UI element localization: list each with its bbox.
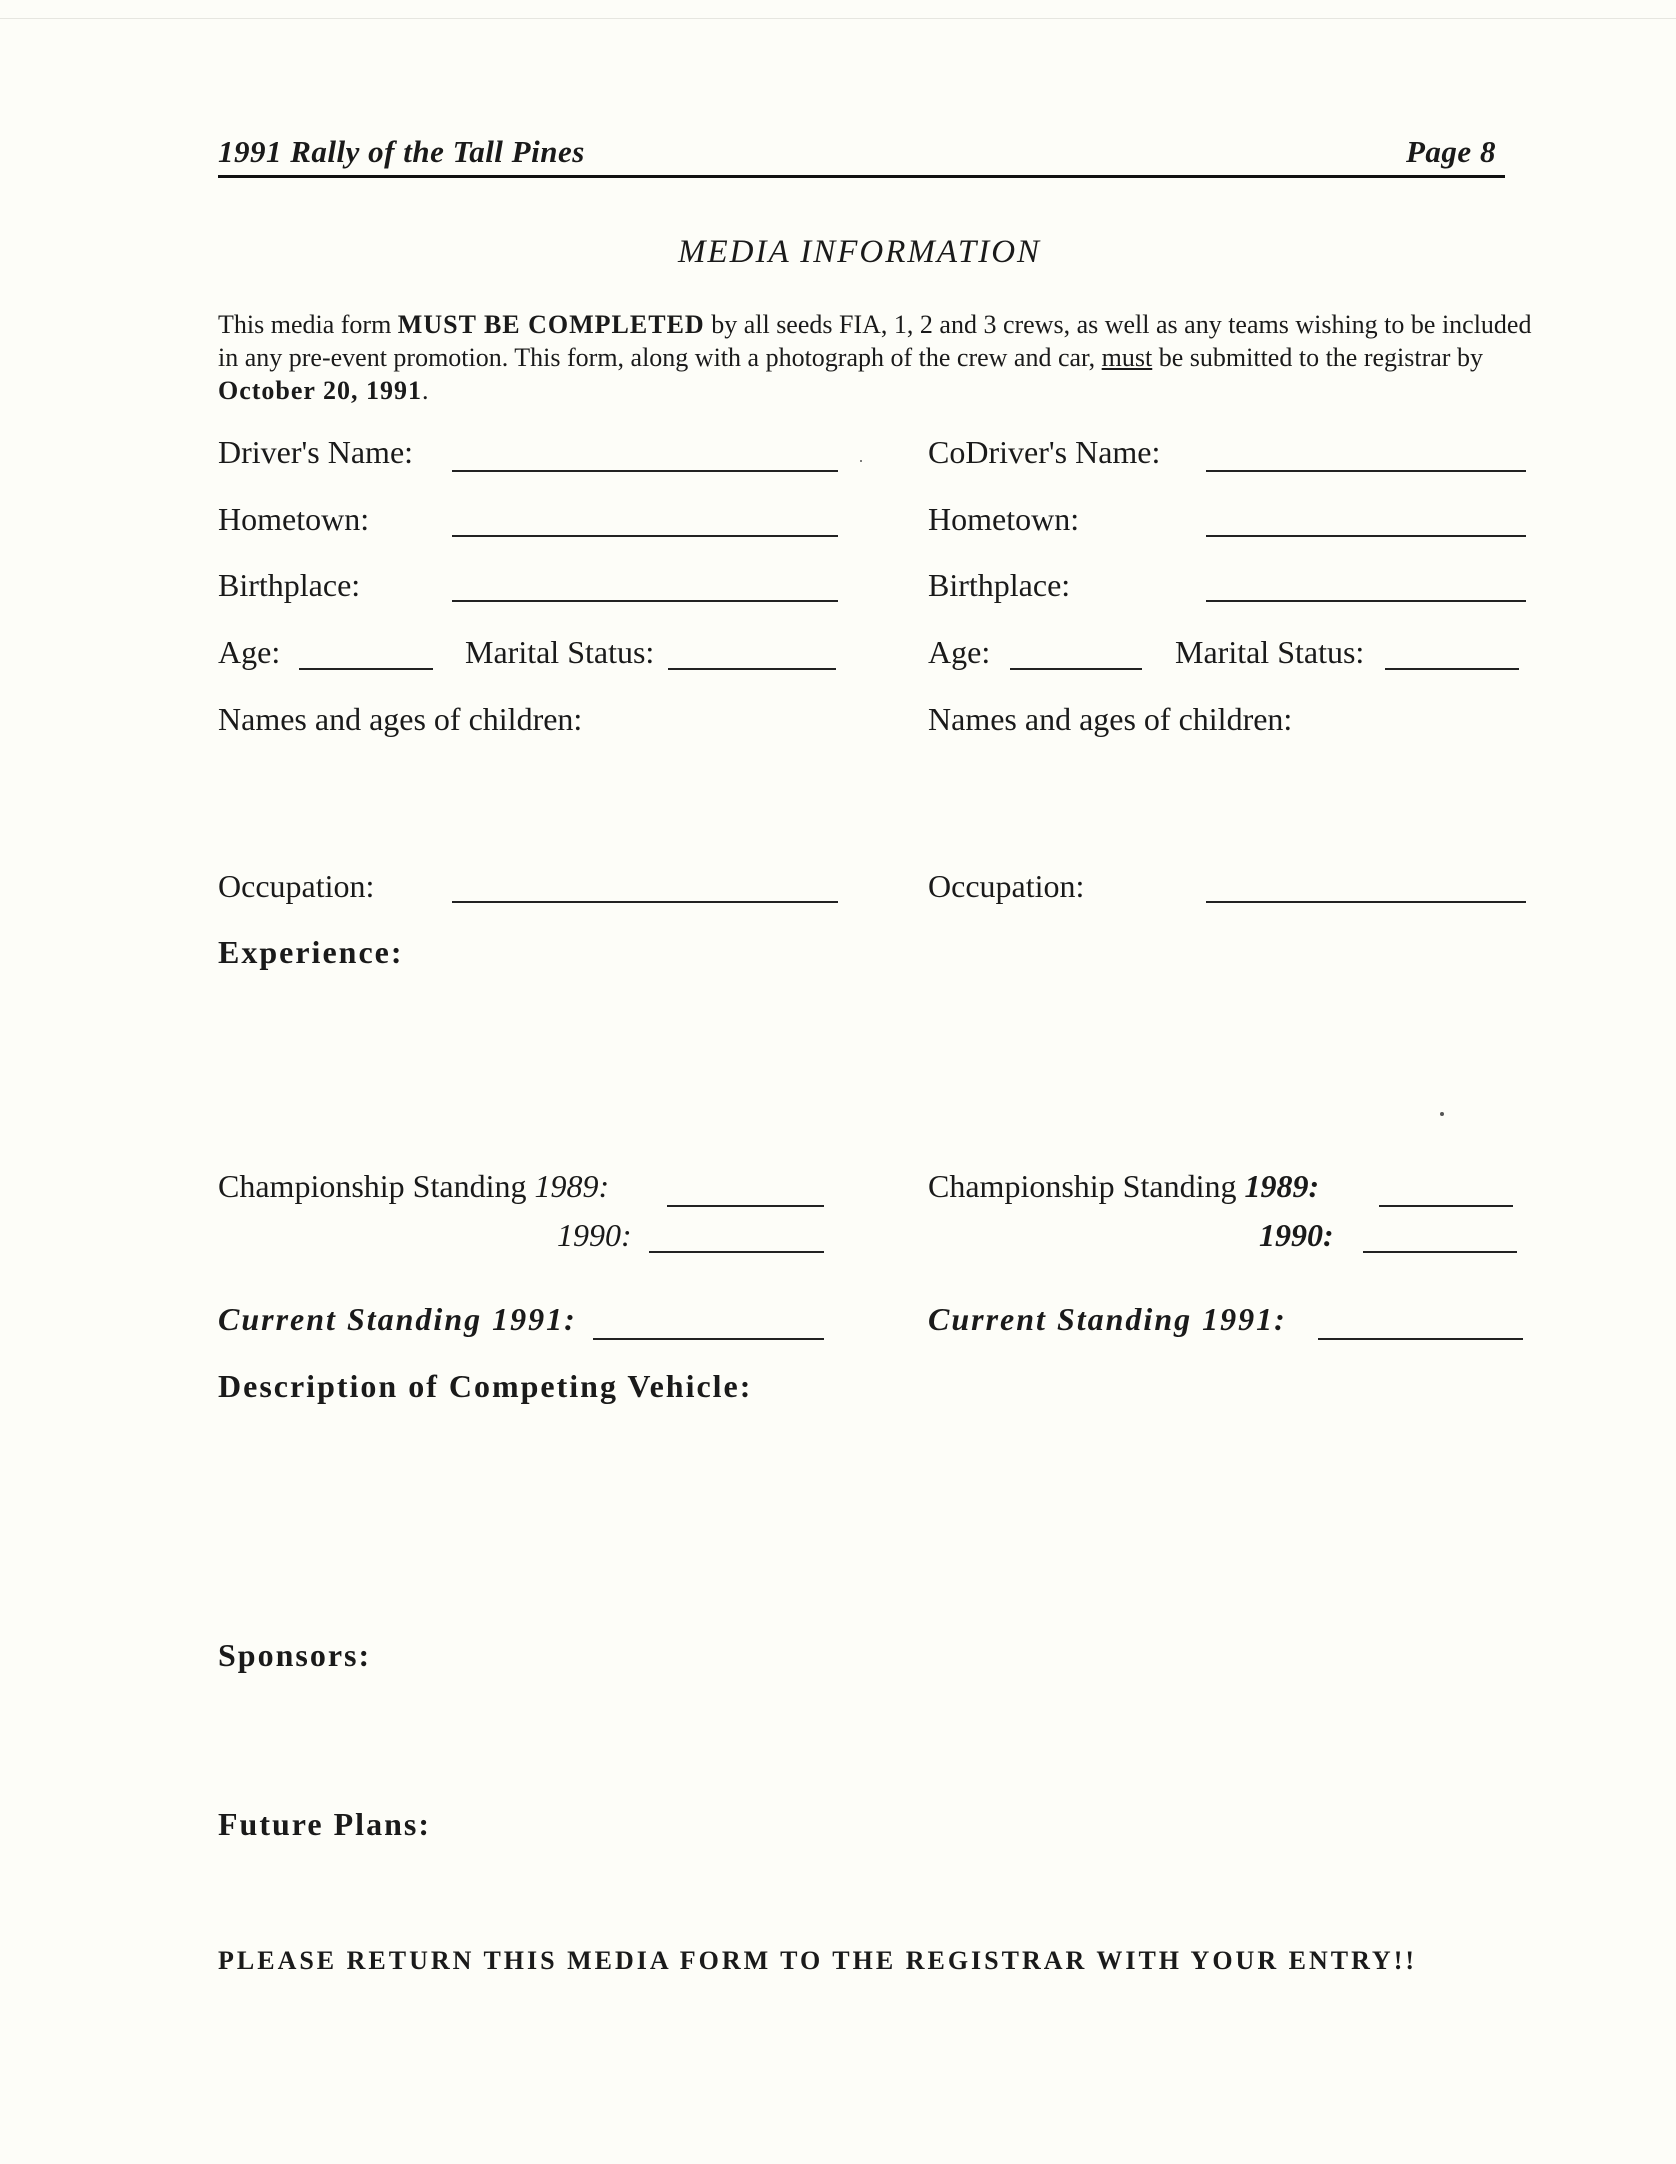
codriver-age-field[interactable]: [1010, 668, 1142, 670]
codriver-marital-status-label: Marital Status:: [1175, 634, 1365, 670]
intro-underlined: must: [1101, 343, 1153, 372]
intro-text-2: by all seeds FIA, 1, 2 and 3 crews, as well as any teams wishing to be included in any pre-event promotion. This form, along with a photograph of the crew and car,: [218, 310, 1532, 372]
codriver-name-label: CoDriver's Name:: [928, 434, 1161, 470]
driver-championship-text: Championship Standing: [218, 1168, 527, 1204]
experience-label: Experience:: [218, 934, 404, 970]
header-rule: [218, 175, 1505, 178]
header-page-number: Page 8: [1406, 134, 1496, 169]
driver-marital-status-field[interactable]: [668, 668, 836, 670]
driver-championship-year1: 1989:: [534, 1168, 610, 1204]
scan-speck: [860, 460, 862, 462]
header-title: 1991 Rally of the Tall Pines: [218, 134, 585, 169]
driver-championship-label: [218, 1168, 609, 1205]
driver-occupation-field[interactable]: [452, 901, 838, 903]
driver-hometown-label: Hometown:: [218, 501, 370, 537]
codriver-current-standing-label: Current Standing 1991:: [928, 1301, 1287, 1337]
return-instruction: PLEASE RETURN THIS MEDIA FORM TO THE REGISTRAR WITH YOUR ENTRY!!: [218, 1946, 1418, 1975]
intro-text-4: .: [422, 376, 429, 405]
intro-text-1: This media form: [218, 310, 398, 339]
codriver-championship-year1: 1989:: [1244, 1168, 1320, 1204]
future-plans-label: Future Plans:: [218, 1806, 431, 1842]
vehicle-description-label: Description of Competing Vehicle:: [218, 1368, 753, 1404]
driver-marital-status-label: Marital Status:: [465, 634, 655, 670]
codriver-hometown-label: Hometown:: [928, 501, 1080, 537]
intro-paragraph: [218, 308, 1538, 407]
codriver-children-label: Names and ages of children:: [928, 701, 1293, 737]
scan-speck: [1440, 1112, 1444, 1116]
driver-birthplace-label: Birthplace:: [218, 567, 361, 603]
driver-name-label: Driver's Name:: [218, 434, 414, 470]
form-title: MEDIA INFORMATION: [678, 234, 1042, 270]
codriver-birthplace-field[interactable]: [1206, 600, 1526, 602]
driver-current-standing-label: Current Standing 1991:: [218, 1301, 577, 1337]
codriver-standing-1989-field[interactable]: [1379, 1205, 1513, 1207]
codriver-name-field[interactable]: [1206, 470, 1526, 472]
codriver-birthplace-label: Birthplace:: [928, 567, 1071, 603]
codriver-championship-text: Championship Standing: [928, 1168, 1237, 1204]
codriver-current-standing-field[interactable]: [1318, 1338, 1523, 1340]
codriver-championship-label: [928, 1168, 1319, 1205]
driver-age-label: Age:: [218, 634, 281, 670]
codriver-standing-1990-field[interactable]: [1363, 1251, 1517, 1253]
driver-hometown-field[interactable]: [452, 535, 838, 537]
codriver-championship-year2: 1990:: [1259, 1217, 1334, 1253]
codriver-occupation-field[interactable]: [1206, 901, 1526, 903]
intro-emphasis-1: MUST BE COMPLETED: [397, 310, 705, 339]
driver-birthplace-field[interactable]: [452, 600, 838, 602]
sponsors-label: Sponsors:: [218, 1637, 372, 1673]
driver-occupation-label: Occupation:: [218, 868, 375, 904]
driver-championship-year2: 1990:: [557, 1217, 632, 1253]
driver-standing-1990-field[interactable]: [649, 1251, 824, 1253]
codriver-hometown-field[interactable]: [1206, 535, 1526, 537]
intro-deadline: October 20, 1991: [218, 376, 422, 405]
driver-name-field[interactable]: [452, 470, 838, 472]
driver-children-label: Names and ages of children:: [218, 701, 583, 737]
intro-text-3: be submitted to the registrar by: [1152, 343, 1483, 372]
driver-standing-1989-field[interactable]: [667, 1205, 824, 1207]
scan-edge: [0, 18, 1676, 19]
driver-age-field[interactable]: [299, 668, 433, 670]
codriver-occupation-label: Occupation:: [928, 868, 1085, 904]
codriver-marital-status-field[interactable]: [1385, 668, 1519, 670]
codriver-age-label: Age:: [928, 634, 991, 670]
driver-current-standing-field[interactable]: [593, 1338, 824, 1340]
